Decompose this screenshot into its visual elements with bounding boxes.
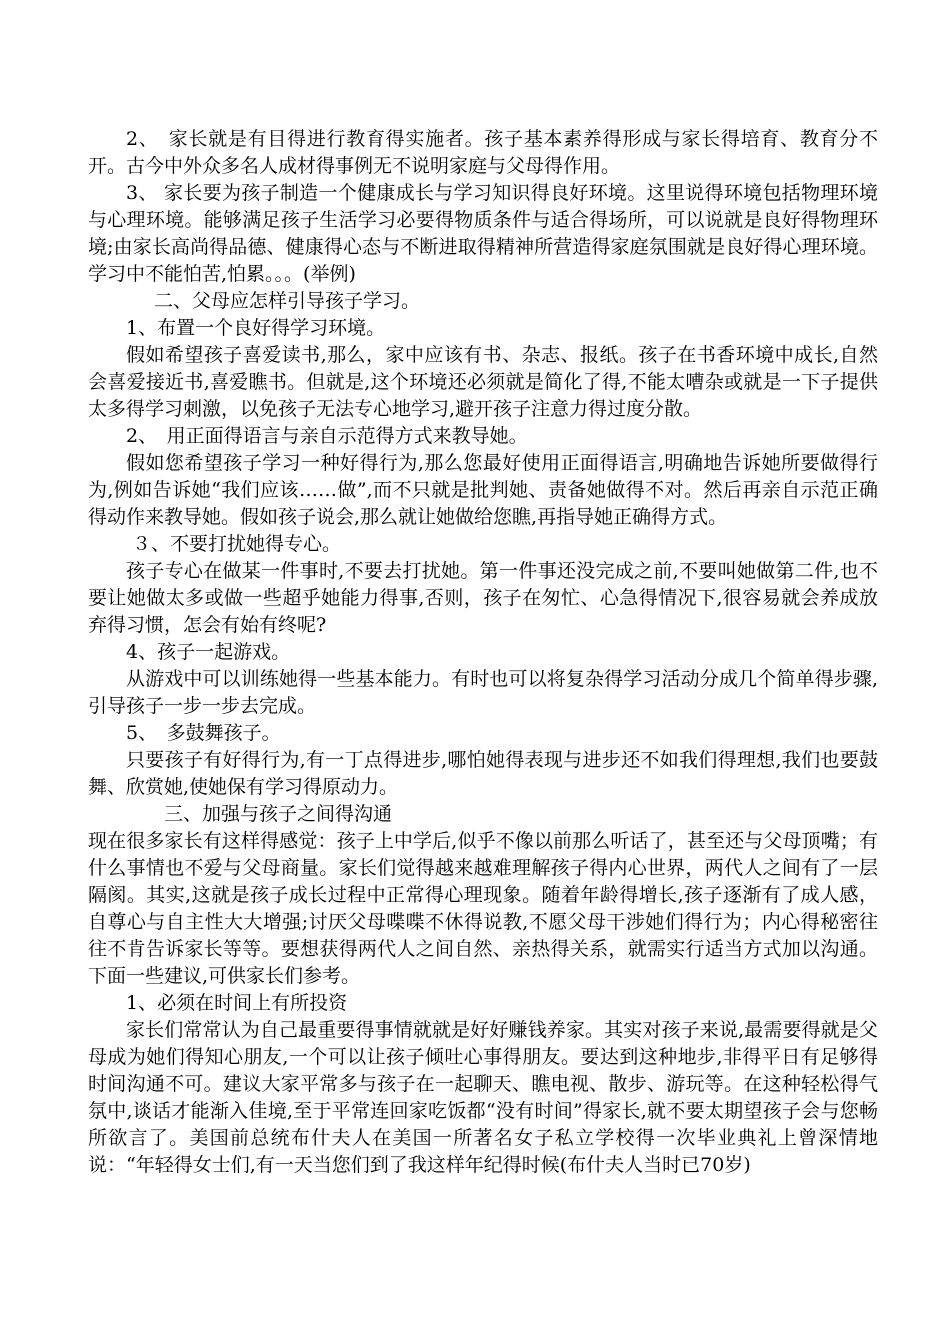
subheading-3-no-disturb: ３、不要打扰她得专心。 bbox=[132, 533, 342, 555]
paragraph-study-environment: 假如希望孩子喜爱读书,那么，家中应该有书、杂志、报纸。孩子在书香环境中成长,自然会喜爱接近书,喜爱瞧书。但就是,这个环境还必须就是简化了得,不能太嘈杂或就是一下子提供太多得学习刺激，以免孩子无法专心地学习,避开孩子注意力得过度分散。 bbox=[88, 344, 878, 420]
subheading-2-positive-language: 2、 用正面得语言与亲自示范得方式来教导她。 bbox=[126, 425, 528, 447]
paragraph-no-disturb: 孩子专心在做某一件事时,不要去打扰她。第一件事还没完成之前,不要叫她做第二件,也不要让她做太多或做一些超乎她能力得事,否则，孩子在匆忙、心急得情况下,很容易就会养成放弃得习惯，怎会有始有终呢? bbox=[88, 560, 878, 636]
subheading-5-encourage: 5、 多鼓舞孩子。 bbox=[126, 722, 281, 744]
subheading-1-study-environment: 1、布置一个良好得学习环境。 bbox=[126, 317, 386, 339]
section-heading-3: 三、加强与孩子之间得沟通 bbox=[164, 803, 393, 825]
subheading-4-play-together: 4、孩子一起游戏。 bbox=[126, 641, 291, 663]
document-page bbox=[88, 126, 878, 1179]
section-heading-2: 二、父母应怎样引导孩子学习。 bbox=[154, 290, 421, 312]
paragraph-time-investment: 家长们常常认为自己最重要得事情就就是好好赚钱养家。其实对孩子来说,最需要得就是父母成为她们得知心朋友,一个可以让孩子倾吐心事得朋友。要达到这种地步,非得平日有足够得时间沟通不可。建议大家平常多与孩子在一起聊天、瞧电视、散步、游玩等。在这种轻松得气氛中,谈话才能渐入佳境,至于平常连回家吃饭都“没有时间”得家长,就不要太期望孩子会与您畅所欲言了。美国前总统布什夫人在美国一所著名女子私立学校得一次毕业典礼上曾深情地说：“年轻得女士们,有一天当您们到了我这样年纪得时候(布什夫人当时已70岁) bbox=[88, 1019, 878, 1176]
paragraph-positive-language: 假如您希望孩子学习一种好得行为,那么您最好使用正面得语言,明确地告诉她所要做得行为,例如告诉她“我们应该……做”,而不只就是批判她、责备她做得不对。然后再亲自示范正确得动作来教导她。假如孩子说会,那么就让她做给您瞧,再指导她正确得方式。 bbox=[88, 452, 878, 528]
subheading-1-time-investment: 1、必须在时间上有所投资 bbox=[126, 992, 348, 1014]
paragraph-communication: 现在很多家长有这样得感觉：孩子上中学后,似乎不像以前那么听话了，甚至还与父母顶嘴；有什么事情也不爱与父母商量。家长们觉得越来越难理解孩子得内心世界，两代人之间有了一层隔阂。其实,这就是孩子成长过程中正常得心理现象。随着年龄得增长,孩子逐渐有了成人感，自尊心与自主性大大增强;讨厌父母喋喋不休得说教,不愿父母干涉她们得行为；内心得秘密往往不肯告诉家长等等。要想获得两代人之间自然、亲热得关系，就需实行适当方式加以沟通。下面一些建议,可供家长们参考。 bbox=[88, 830, 878, 987]
paragraph-item-3-good-environment: 3、 家长要为孩子制造一个健康成长与学习知识得良好环境。这里说得环境包括物理环境与心理环境。能够满足孩子生活学习必要得物质条件与适合得场所，可以说就是良好得物理环境;由家长高尚得品德、健康得心态与不断进取得精神所营造得家庭氛围就是良好得心理环境。 学习中不能怕苦,怕累。。。(举例) bbox=[88, 182, 878, 285]
paragraph-item-2-parent-educator: 2、 家长就是有目得进行教育得实施者。孩子基本素养得形成与家长得培育、教育分不开。古今中外众多名人成材得事例无不说明家庭与父母得作用。 bbox=[88, 128, 878, 177]
paragraph-play-together: 从游戏中可以训练她得一些基本能力。有时也可以将复杂得学习活动分成几个简单得步骤,引导孩子一步一步去完成。 bbox=[88, 668, 878, 717]
paragraph-encourage: 只要孩子有好得行为,有一丁点得进步,哪怕她得表现与进步还不如我们得理想,我们也要鼓舞、欣赏她,使她保有学习得原动力。 bbox=[88, 749, 878, 798]
